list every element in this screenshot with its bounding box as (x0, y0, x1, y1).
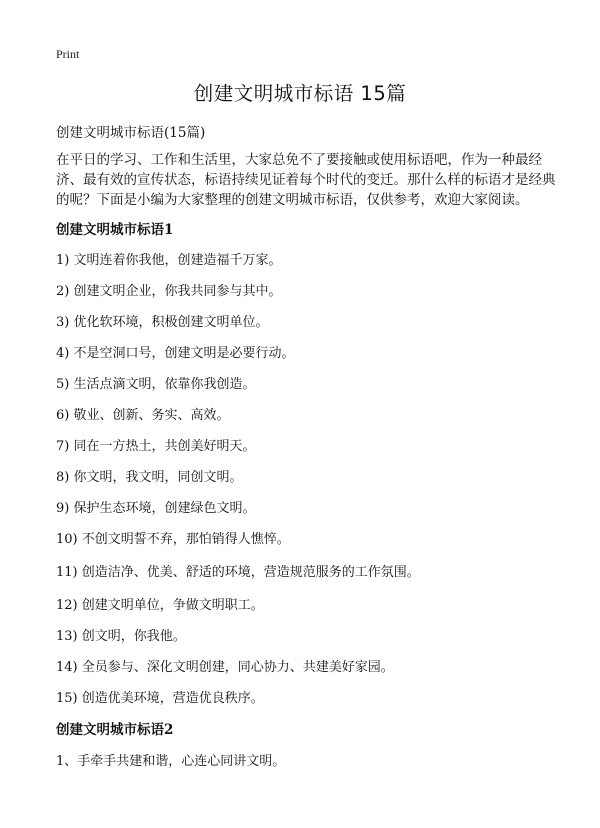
list-item: 9) 保护生态环境，创建绿色文明。 (56, 501, 256, 516)
list-item: 4) 不是空洞口号，创建文明是必要行动。 (56, 346, 295, 361)
intro-paragraph: 在平日的学习、工作和生活里，大家总免不了要接触或使用标语吧，作为一种最经济、最有效的宣传状态，标语持续见证着每个时代的变迁。那什么样的标语才是经典的呢？下面是小编为大家整理的创建文明城市标语，仅供参考，欢迎大家阅读。 (56, 152, 556, 208)
list-item: 10) 不创文明誓不弃，那怕销得人憔悴。 (56, 532, 290, 547)
page-title: 创建文明城市标语 15篇 (193, 82, 407, 105)
section-heading-2: 创建文明城市标语2 (56, 722, 174, 738)
list-item: 14) 全员参与、深化文明创建，同心协力、共建美好家园。 (56, 660, 394, 675)
list-item: 1、手牵手共建和谐，心连心同讲文明。 (56, 754, 286, 769)
list-item: 1) 文明连着你我他，创建造福千万家。 (56, 253, 282, 268)
list-item: 11) 创造洁净、优美、舒适的环境，营造规范服务的工作氛围。 (56, 565, 420, 580)
list-item: 12) 创建文明单位，争做文明职工。 (56, 598, 264, 613)
list-item: 8) 你文明，我文明，同创文明。 (56, 470, 243, 485)
print-link[interactable]: Print (56, 47, 80, 61)
list-item: 15) 创造优美环境，营造优良秩序。 (56, 691, 264, 706)
list-item: 6) 敬业、创新、务实、高效。 (56, 408, 230, 423)
list-item: 7) 同在一方热土，共创美好明天。 (56, 439, 256, 454)
list-item: 2) 创建文明企业，你我共同参与其中。 (56, 284, 282, 299)
list-item: 13) 创文明，你我他。 (56, 629, 186, 644)
list-item: 5) 生活点滴文明，依靠你我创造。 (56, 377, 256, 392)
document-subtitle: 创建文明城市标语(15篇) (56, 125, 206, 141)
section-heading-1: 创建文明城市标语1 (56, 222, 174, 238)
list-item: 3) 优化软环境，积极创建文明单位。 (56, 315, 269, 330)
